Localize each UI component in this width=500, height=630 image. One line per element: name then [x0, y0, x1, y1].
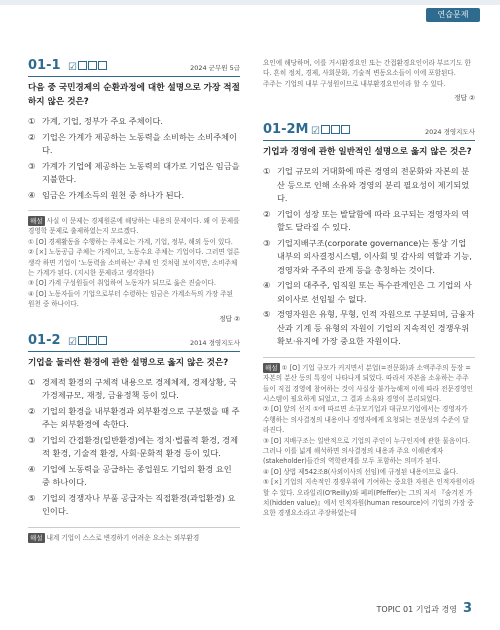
- q1-explanation-5: ④ [O] 노동자들이 기업으로부터 수령하는 임금은 가계소득의 가장 주된 원천 중 하나이다.: [28, 289, 233, 309]
- q1-option-2: ② 기업은 가계가 제공하는 노동력을 소비하는 소비주체이다.: [28, 131, 237, 155]
- q1-stem: 다음 중 국민경제의 순환과정에 대한 설명으로 가장 적절하지 않은 것은?: [28, 83, 240, 107]
- q2-answer: 정답 ②: [454, 94, 475, 103]
- right-continued-1: 요인에 해당하며, 이를 거시환경요인 또는 간접환경요인이라 부르기도 한다. 흔히 정치, 경제, 사회문화, 기술적 변동요소들이 이에 포함된다.: [263, 59, 471, 78]
- exercise-tag: 연습문제: [426, 8, 480, 22]
- q3-option-5: ⑤ 경영자원은 유형, 무형, 인적 자원으로 구분되며, 금융자산과 기계 등 유형의 자원이 기업의 지속적인 경쟁우위 확보·유지에 가장 중요한 자원이다.: [263, 309, 475, 347]
- q2-option-1: ① 경제적 환경의 구체적 내용으로 경제체제, 경제상황, 국가경제규모, 재정, 금융정책 등이 있다.: [28, 376, 237, 401]
- q1-option-1: ① 가계, 기업, 정부가 주요 주체이다.: [28, 116, 164, 126]
- q1-explanation-2: ① [O] 경제활동을 수행하는 주체로는 가계, 기업, 정부, 해외 등이 있다.: [28, 237, 233, 246]
- q1-answer: 정답 ②: [219, 314, 240, 323]
- q3-option-1: ① 기업 규모의 거대화에 따른 경영의 전문화와 자본의 분산 등으로 인해 소유와 경영의 분리 필요성이 제기되었다.: [263, 166, 470, 204]
- left-column: [28, 58, 240, 543]
- q3-option-3: ③ 기업지배구조(corporate governance)는 통상 기업 내부의 의사결정시스템, 이사회 및 감사의 역할과 기능, 경영자와 주주의 관계 등을 총칭하는 것이다.: [263, 237, 472, 275]
- q3-header: [263, 122, 475, 141]
- q2-option-5: ⑤ 기업의 경쟁자나 부품 공급자는 직접환경(과업환경) 요인이다.: [28, 492, 236, 517]
- divider: [28, 527, 240, 528]
- q3-explanation-3: ③ [O] 지배구조는 일반적으로 기업의 주인이 누구인지에 관한 물음이다. 그러나 이를 넓게 해석하면 의사결정의 내용과 주요 이해관계자(stakeholder)들간의 역학관계를 모두 포함하는 의미가 된다.: [263, 436, 471, 466]
- q1-explanation-1: 해설 사실 이 문제는 경제원론에 해당하는 내용의 문제이다. 왜 이 문제를 경영학 문제로 출제하였는지 모르겠다.: [28, 217, 240, 236]
- page-footer: [377, 601, 472, 616]
- q1-explanation-4: ③ [O] 가계 구성원들이 취업하여 노동자가 되므로 옳은 진술이다.: [28, 279, 216, 288]
- q3-source: 2024 경영지도사: [424, 128, 475, 137]
- q2-option-2: ② 기업의 환경을 내부환경과 외부환경으로 구분했을 때 주주는 외부환경에 속한다.: [28, 405, 240, 430]
- q2-stem: 기업을 둘러싼 환경에 관한 설명으로 옳지 않은 것은?: [28, 357, 229, 368]
- right-column: [263, 58, 475, 519]
- q2-option-3: ③ 기업의 간접환경(일반환경)에는 정치·법률적 환경, 경제적 환경, 기술적 환경, 사회·문화적 환경 등이 있다.: [28, 434, 239, 459]
- divider: [263, 357, 475, 358]
- q2-number: 01-2: [28, 332, 61, 348]
- q3-option-2: ② 기업이 성장 또는 발달함에 따라 요구되는 경영자의 역할도 달라질 수 있다.: [263, 208, 470, 233]
- q3-explanation-1: 해설 ① [O] 기업 규모가 커지면서 분업(=전문화)과 소액주주의 등장 = 자본의 분산 등의 특징이 나타나게 되었다. 따라서 자본을 소유하는 주주들이 직접 경영에 참여하는 것이 사실상 불가능해져 이에 따라 전문경영인 시스템이 필요하게 되었고, 그 결과 소유와 경영이 분리되었다.: [263, 363, 473, 403]
- q3-number: 01-2M: [263, 122, 309, 138]
- checkbox-icon[interactable]: ☑: [68, 336, 108, 348]
- divider: [28, 210, 240, 211]
- q1-option-3: ③ 가계가 기업에 제공하는 노동력의 대가로 기업은 임금을 지불한다.: [28, 160, 240, 184]
- page-number: 3: [462, 601, 472, 616]
- footer-topic: TOPIC 01 기업과 경영: [376, 605, 457, 614]
- checkbox-icon[interactable]: ☑: [68, 61, 108, 73]
- q3-stem: 기업과 경영에 관한 일반적인 설명으로 옳지 않은 것은?: [263, 147, 472, 158]
- q1-option-4: ④ 임금은 가계소득의 원천 중 하나가 된다.: [28, 189, 185, 200]
- checkbox-icon[interactable]: ☑: [311, 125, 351, 137]
- q3-option-4: ④ 기업의 대주주, 임직원 또는 특수관계인은 그 기업의 사외이사로 선임될 수 없다.: [263, 280, 472, 304]
- q2-explanation-1: 해설 내계 기업이 스스로 변경하기 어려운 요소는 외부환경: [30, 533, 200, 542]
- q2-option-4: ④ 기업에 노동력을 공급하는 종업원도 기업의 환경 요인 중 하나이다.: [28, 463, 232, 488]
- q1-explanation-3: ② [×] 노동공급 주체는 가계이고, 노동수요 주체는 기업이다. 그러면 얼른 생각 하면 기업이 '노동력을 소비하는' 주체 인 것처럼 보이지만, 소비주체는 가계가 된다. (지시한 문제라고 생각한다): [28, 248, 240, 278]
- right-continued-2: 주주는 기업의 내부 구성원이므로 내부환경요인이라 할 수 있다.: [263, 79, 446, 88]
- q2-source: 2014 경영지도사: [189, 338, 240, 347]
- q3-explanation-4: ④ [O] 상법 제542조8(사외이사의 선임)에 규정된 내용이므로 옳다.: [263, 467, 459, 476]
- top-band: [0, 0, 500, 5]
- q2-header: [28, 333, 240, 352]
- q1-source: 2024 군무원 5급: [190, 64, 240, 72]
- q3-explanation-2: ② [O] 앞의 선지 ①에 따르면 소규모기업과 대규모기업에서는 경영자가 수행하는 의사결정의 내용이나 경영자에게 요청되는 전문성의 수준이 달라진다.: [263, 405, 469, 435]
- q1-header: [28, 58, 240, 77]
- q3-explanation-5: ⑤ [×] 기업의 지속적인 경쟁우위에 기여하는 중요한 자원은 인적자원이라 할 수 있다. 오라일리(O'Reilly)와 페퍼(Pfeffer)는 그의 저서 『숨겨진 가치(hidden value)』에서 인적자원(human resource)이 기업의 가장 중요한 경쟁요소라고 주장하였는데: [263, 478, 475, 518]
- q1-number: 01-1: [28, 58, 61, 73]
